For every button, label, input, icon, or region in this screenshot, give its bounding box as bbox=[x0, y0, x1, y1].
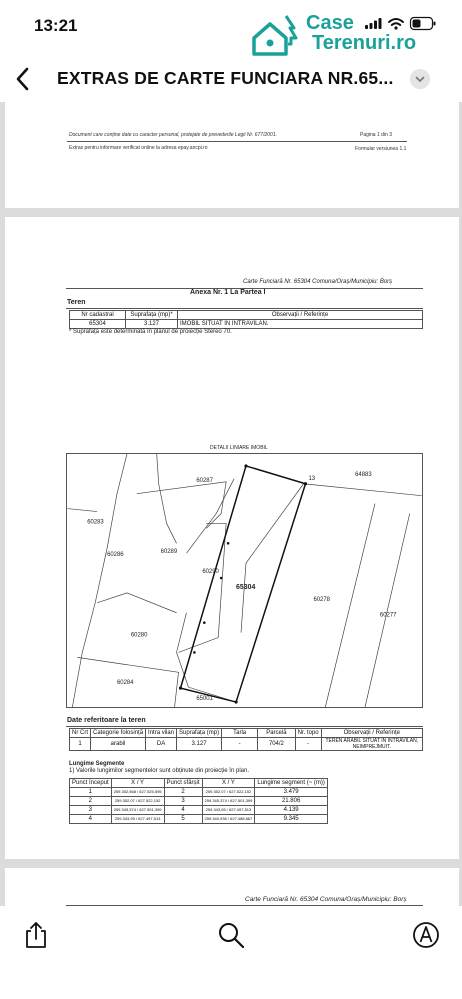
status-bar bbox=[0, 0, 462, 52]
page3-header: Carte Funciară Nr. 65304 Comuna/Oraș/Municipiu: Borș bbox=[245, 896, 407, 903]
date-cell-tarla: - bbox=[222, 738, 258, 751]
nav-bar bbox=[0, 58, 462, 102]
seg-cell: 1 bbox=[70, 788, 112, 797]
brand-line2: Terenuri.ro bbox=[312, 32, 417, 54]
markup-pen-icon[interactable] bbox=[411, 920, 441, 950]
date-header-suprafata: Suprafața (mp) bbox=[177, 729, 222, 738]
date-cell-categorie: arabil bbox=[91, 738, 146, 751]
date-header-topo: Nr. topo bbox=[295, 729, 321, 738]
teren-rule bbox=[66, 308, 423, 309]
seg-cell: 2 bbox=[70, 797, 112, 806]
segments-note: 1) Valorile lungimilor segmentelor sunt obținute din proiecție în plan. bbox=[69, 768, 249, 774]
teren-header-cadastral: Nr cadastral bbox=[70, 311, 126, 320]
teren-heading: Teren bbox=[67, 299, 86, 306]
segments-table bbox=[69, 778, 328, 824]
map-label-60277: 60277 bbox=[379, 612, 397, 619]
date-teren-heading: Date referitoare la teren bbox=[67, 717, 146, 724]
date-cell-suprafata: 3.127 bbox=[177, 738, 222, 751]
teren-header-observatii: Observații / Referințe bbox=[178, 311, 423, 320]
seg-cell: 259.343,95 / 627.497,513 bbox=[111, 815, 164, 824]
wifi-icon bbox=[388, 18, 404, 30]
date-cell-observatii: TEREN ARABIL SITUAT IN INTRAVILAN, NEIMPREJMUIT. bbox=[321, 738, 422, 751]
date-cell-topo: - bbox=[295, 738, 321, 751]
date-header-nr: Nr Crt bbox=[70, 729, 91, 738]
map-title: DETALII LINIARE IMOBIL bbox=[210, 445, 268, 451]
seg-cell: 3 bbox=[164, 797, 202, 806]
seg-cell: 2 bbox=[164, 788, 202, 797]
map-label-60284: 60284 bbox=[117, 680, 134, 687]
date-header-observatii: Observații / Referințe bbox=[321, 729, 422, 738]
map-label-65304: 65304 bbox=[236, 583, 256, 591]
teren-cell-cadastral: 65304 bbox=[70, 320, 126, 329]
seg-cell: 259.345,374 / 627.501,399 bbox=[111, 806, 164, 815]
seg-cell: 4 bbox=[70, 815, 112, 824]
date-header-parcela: Parcelă bbox=[258, 729, 295, 738]
date-teren-rule bbox=[66, 726, 423, 727]
seg-cell: 21.806 bbox=[255, 797, 328, 806]
table-row bbox=[70, 815, 328, 824]
date-header-categorie: Categorie folosință bbox=[91, 729, 146, 738]
seg-cell: 9.345 bbox=[255, 815, 328, 824]
teren-cell-observatii: IMOBIL SITUAT IN INTRAVILAN. bbox=[178, 320, 423, 329]
system-icons bbox=[365, 17, 436, 30]
seg-cell: 259.345,374 / 627.501,399 bbox=[202, 797, 255, 806]
seg-header-start: Punct început bbox=[70, 779, 112, 788]
date-cell-nr: 1 bbox=[70, 738, 91, 751]
teren-table bbox=[69, 310, 423, 329]
seg-header-xy2: X / Y bbox=[202, 779, 255, 788]
table-row bbox=[70, 788, 328, 797]
document-page-2 bbox=[5, 217, 459, 859]
seg-cell: 4 bbox=[164, 806, 202, 815]
seg-cell: 3.479 bbox=[255, 788, 328, 797]
seg-cell: 5 bbox=[164, 815, 202, 824]
teren-cell-suprafata: 3.127 bbox=[126, 320, 178, 329]
page1-page-number: Pagina 1 din 3 bbox=[360, 132, 392, 138]
document-title: EXTRAS DE CARTE FUNCIARA NR.65... bbox=[57, 68, 394, 88]
date-header-intravilan: Intra vilan bbox=[146, 729, 177, 738]
anexa-title: Anexa Nr. 1 La Partea I bbox=[190, 289, 266, 296]
teren-header-suprafata: Suprafața (mp)* bbox=[126, 311, 178, 320]
page1-online-note: Extras pentru informare verificat online la adresa epay.ancpi.ro bbox=[69, 145, 208, 151]
bottom-toolbar bbox=[0, 906, 462, 999]
date-teren-table bbox=[69, 728, 423, 751]
brand-line1: Case bbox=[306, 12, 354, 34]
seg-header-end: Punct sfârșit bbox=[164, 779, 202, 788]
search-icon[interactable] bbox=[216, 920, 246, 950]
map-label-point-13: 13 bbox=[308, 475, 316, 482]
map-label-60290: 60290 bbox=[202, 569, 219, 576]
cellular-signal-icon bbox=[365, 18, 382, 29]
status-time: 13:21 bbox=[34, 16, 78, 35]
date-header-tarla: Tarla bbox=[222, 729, 258, 738]
page2-header: Carte Funciară Nr. 65304 Comuna/Oraș/Municipiu: Borș bbox=[243, 279, 393, 285]
date-cell-intravilan: DA bbox=[146, 738, 177, 751]
map-label-60280: 60280 bbox=[130, 632, 148, 639]
date-cell-parcela: 704/2 bbox=[258, 738, 295, 751]
seg-cell: 259.340,936 / 627.488,667 bbox=[202, 815, 255, 824]
map-label-60287: 60287 bbox=[196, 477, 213, 484]
page1-form-version: Formular versiunea 1.1 bbox=[355, 146, 407, 152]
stereo-note: * Suprafața este determinată în planul de proiecție Stereo 70. bbox=[69, 329, 232, 335]
document-viewer[interactable] bbox=[0, 102, 462, 906]
back-arrow-icon[interactable] bbox=[12, 64, 36, 94]
chevron-down-icon bbox=[410, 69, 430, 89]
table-row bbox=[70, 806, 328, 815]
document-page-1 bbox=[5, 102, 459, 208]
map-label-60278: 60278 bbox=[313, 596, 330, 603]
seg-cell: 4.139 bbox=[255, 806, 328, 815]
page1-rule bbox=[67, 141, 407, 142]
share-icon[interactable] bbox=[21, 920, 51, 950]
seg-cell: 259.352,07 / 627.522,152 bbox=[111, 797, 164, 806]
seg-cell: 259.343,95 / 627.497,513 bbox=[202, 806, 255, 815]
map-label-65001: 65001 bbox=[196, 696, 213, 703]
table-row bbox=[70, 797, 328, 806]
battery-icon bbox=[410, 17, 436, 30]
cadastral-map bbox=[66, 453, 423, 708]
map-label-60286: 60286 bbox=[107, 552, 124, 559]
segments-heading: Lungime Segmente bbox=[69, 761, 125, 767]
seg-cell: 3 bbox=[70, 806, 112, 815]
seg-header-xy1: X / Y bbox=[111, 779, 164, 788]
house-logo-icon bbox=[250, 12, 302, 58]
map-label-60289: 60289 bbox=[160, 549, 178, 556]
seg-header-length: Lungime segment (~ (m)) bbox=[255, 779, 328, 788]
seg-cell: 259.352,568 / 627.525,595 bbox=[111, 788, 164, 797]
title-dropdown-button[interactable] bbox=[410, 69, 430, 89]
page1-notice: Document care conține date cu caracter personal, protejate de prevederile Legii Nr. 677/2001. bbox=[69, 132, 277, 138]
seg-cell: 259.352,07 / 627.522,152 bbox=[202, 788, 255, 797]
map-label-60283: 60283 bbox=[87, 519, 104, 526]
map-label-64883: 64883 bbox=[355, 471, 372, 478]
